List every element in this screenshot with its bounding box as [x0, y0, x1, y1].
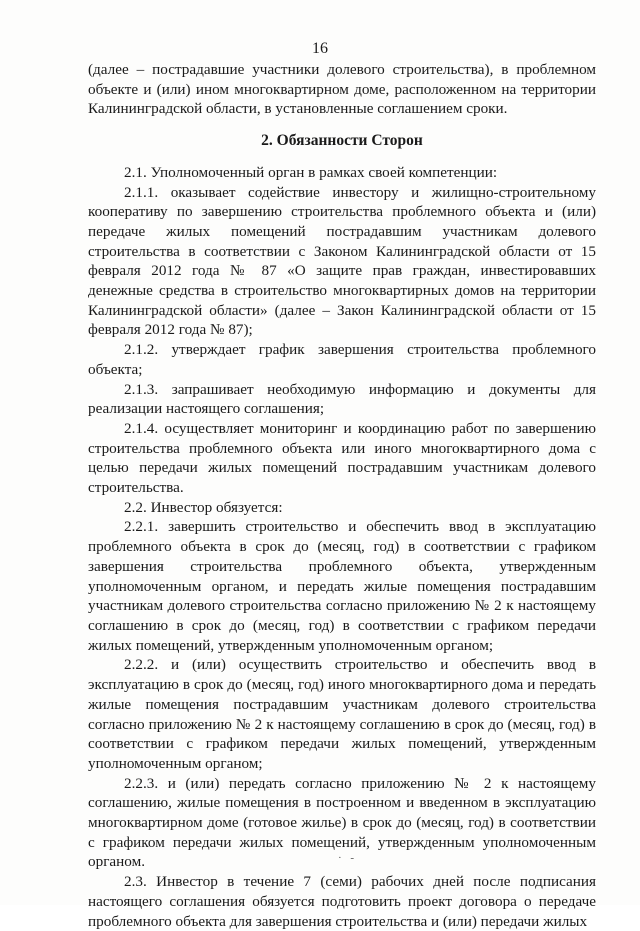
paragraph-2-2-3: 2.2.3. и (или) передать согласно приложению № 2 к настоящему соглашению, жилые помещения в построенном и введенном в эксплуатацию многоквартирном доме (готовое жилье) в срок до (месяц, год) в соответствии с графиком передачи жилых помещений, утвержденным уполномоченным органом.	[88, 774, 596, 871]
paragraph-2-2: 2.2. Инвестор обязуется:	[124, 498, 283, 516]
paragraph-2-1-4: 2.1.4. осуществляет мониторинг и координацию работ по завершению строительства проблемного объекта или иного многоквартирного дома с целью передачи жилых помещений пострадавшим участникам долевого строительства.	[88, 419, 596, 497]
scan-artifact-marks: · -	[338, 852, 358, 864]
page-number: 16	[312, 40, 328, 57]
paragraph-2-3: 2.3. Инвестор в течение 7 (семи) рабочих дней после подписания настоящего соглашения обязуется подготовить проект договора о передаче проблемного объекта для завершения строительства и (или) передачи жилых	[88, 873, 596, 930]
paragraph-2-2-2: 2.2.2. и (или) осуществить строительство и обеспечить ввод в эксплуатацию в срок до (месяц, год) иного многоквартирного дома и передать жилые помещения пострадавшим участникам долевого строительства согласно приложению № 2 к настоящему соглашению в срок до (месяц, год) в соответствии с графиком передачи жилых помещений, утвержденным уполномоченным органом;	[88, 656, 596, 772]
section-heading: 2. Обязанности Сторон	[261, 132, 423, 150]
paragraph-2-1-1: 2.1.1. оказывает содействие инвестору и жилищно-строительному кооперативу по завершению строительства проблемного объекта и (или) передаче жилых помещений пострадавшим участникам долевого строительства в соответствии с Законом Калининградской области от 15 февраля 2012 года № 87 «О защите прав граждан, инвестировавших денежные средства в строительство многоквартирных домов на территории Калининградской области» (далее – Закон Калининградской области от 15 февраля 2012 года № 87);	[88, 183, 596, 339]
paragraph-2-1-2: 2.1.2. утверждает график завершения строительства проблемного объекта;	[88, 341, 596, 378]
paragraph-2-1-3: 2.1.3. запрашивает необходимую информацию и документы для реализации настоящего соглашения;	[88, 380, 596, 418]
intro-paragraph: (далее – пострадавшие участники долевого строительства), в проблемном объекте и (или) ином многоквартирном доме, расположенном на территории Калининградской области, в установленные соглашением сроки.	[88, 61, 596, 118]
paragraph-2-2-1: 2.2.1. завершить строительство и обеспечить ввод в эксплуатацию проблемного объекта в срок до (месяц, год) в соответствии с графиком завершения строительства проблемного объекта, утвержденным уполномоченным органом, и передать жилые помещения пострадавшим участникам долевого строительства согласно приложению № 2 к настоящему соглашению в срок до (месяц, год) в соответствии с графиком передачи жилых помещений, утвержденным уполномоченным органом;	[88, 518, 596, 654]
paragraph-2-1: 2.1. Уполномоченный орган в рамках своей компетенции:	[124, 163, 498, 181]
document-body	[88, 60, 596, 931]
